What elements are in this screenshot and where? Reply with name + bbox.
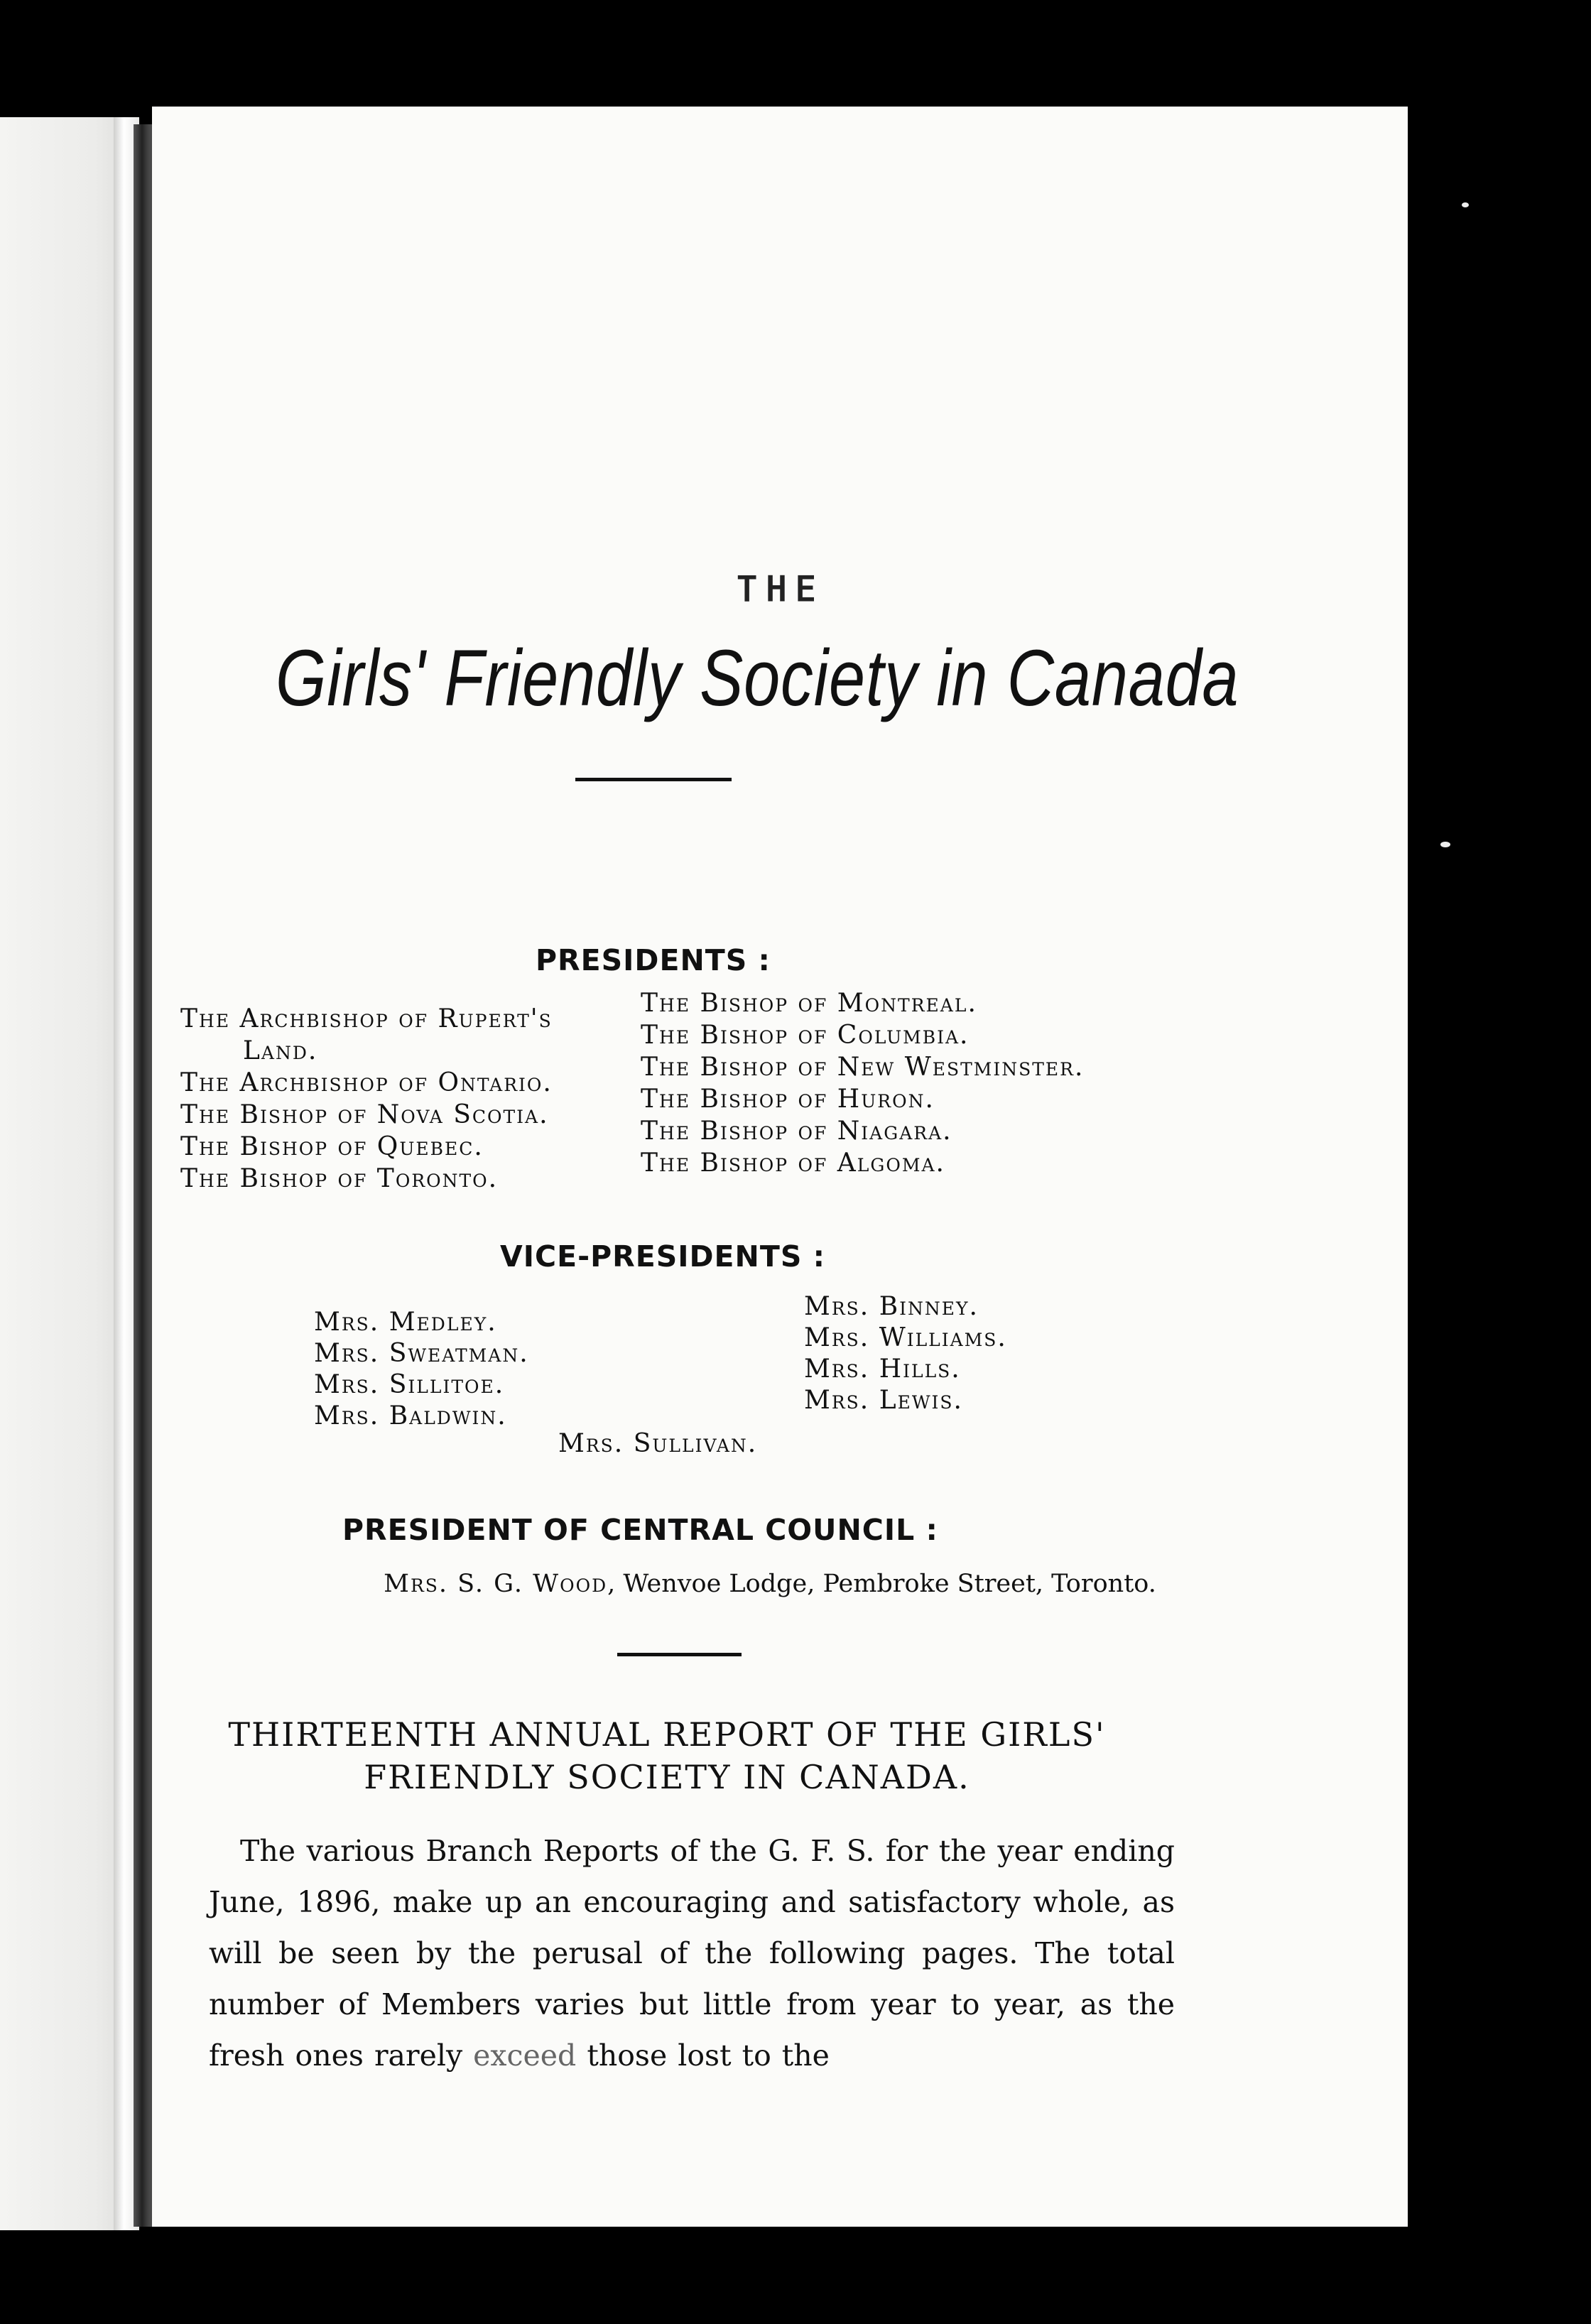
vice-president-entry: Mrs. Williams. (804, 1323, 1007, 1352)
title-rule (575, 778, 732, 781)
presidents-right-column (641, 987, 1084, 1179)
president-entry: The Bishop of Niagara. (641, 1117, 952, 1146)
presidents-heading: PRESIDENTS : (536, 943, 771, 977)
page-title: Girls' Friendly Society in Canada (276, 634, 1239, 722)
president-entry: The Bishop of Nova Scotia. (180, 1100, 549, 1129)
report-heading-line1: THIRTEENTH ANNUAL REPORT OF THE GIRLS' (228, 1715, 1106, 1754)
vice-presidents-left-column (314, 1307, 529, 1432)
central-council-address: , Wenvoe Lodge, Pembroke Street, Toronto. (607, 1570, 1156, 1598)
president-entry: The Bishop of Columbia. (641, 1021, 970, 1050)
central-council-president (230, 1570, 1310, 1598)
vice-president-entry: Mrs. Binney. (804, 1292, 979, 1321)
vice-president-entry-center: Mrs. Sullivan. (558, 1429, 758, 1458)
vice-president-entry: Mrs. Baldwin. (314, 1401, 507, 1430)
dust-speck (1440, 842, 1450, 847)
dust-speck (1462, 202, 1469, 207)
president-entry: The Bishop of Montreal. (641, 989, 977, 1018)
president-entry: The Archbishop of Ontario. (180, 1068, 553, 1097)
vice-presidents-heading: VICE-PRESIDENTS : (500, 1239, 826, 1274)
president-entry: The Bishop of Quebec. (180, 1132, 484, 1161)
vice-president-entry: Mrs. Hills. (804, 1354, 961, 1384)
report-paragraph (209, 1825, 1175, 2081)
vice-president-entry: Mrs. Sillitoe. (314, 1370, 505, 1399)
paragraph-gray-word: exceed (473, 2038, 577, 2073)
paragraph-text: The various Branch Reports of the G. F. S. for the year ending June, 1896, make up an encouraging and satisfactory whole, as will be seen by the perusal of the following pages. The total number of Members varies but little from year to year, as the fresh ones rarely (209, 1834, 1175, 2073)
president-entry: Land. (243, 1036, 318, 1065)
presidents-left-column (180, 1003, 553, 1195)
president-entry: The Bishop of Toronto. (180, 1164, 499, 1193)
president-entry: The Bishop of Huron. (641, 1085, 935, 1114)
report-heading-line2: FRIENDLY SOCIETY IN CANADA. (364, 1758, 970, 1796)
title-the: THE (736, 568, 824, 611)
vice-presidents-right-column (804, 1291, 1007, 1416)
vice-president-entry: Mrs. Medley. (314, 1308, 497, 1337)
vice-president-entry: Mrs. Lewis. (804, 1386, 963, 1415)
book-page (152, 107, 1408, 2227)
president-entry: The Bishop of New Westminster. (641, 1053, 1085, 1082)
vice-president-entry: Mrs. Sweatman. (314, 1339, 529, 1368)
paragraph-text-end: those lost to the (587, 2038, 830, 2073)
central-council-name: Mrs. S. G. Wood (384, 1570, 608, 1598)
president-entry: The Bishop of Algoma. (641, 1149, 945, 1178)
section-rule (617, 1653, 742, 1656)
president-entry: The Archbishop of Rupert's (180, 1004, 553, 1033)
central-council-heading: PRESIDENT OF CENTRAL COUNCIL : (342, 1513, 938, 1547)
